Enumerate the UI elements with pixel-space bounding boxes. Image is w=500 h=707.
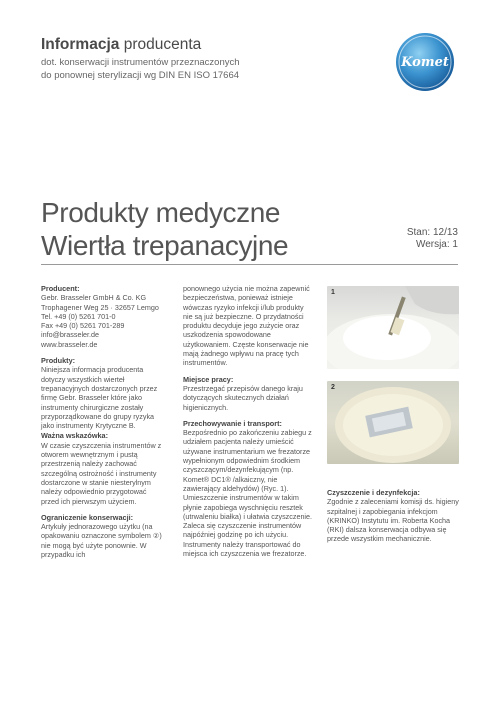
continued-text: ponownego użycia nie można zapewnić bezpieczeństwa, ponieważ istnieje wówczas ryzyko infekcji i/lub produkty nie są już bezpieczne. O przydatności produktu decyduje jego zużycie oraz uszkodzenia spowodowane użytkowaniem. Częste konserwacje nie mają żadnego wpływu na pracę tych instrumentów. (183, 284, 310, 368)
wazna-heading: Ważna wskazówka: (41, 431, 109, 441)
header-subtitle: dot. konserwacji instrumentów przeznaczonych do ponownej sterylizacji wg DIN EN ISO 17664 (41, 57, 240, 81)
wazna-text: W czasie czyszczenia instrumentów z otworem wewnętrznym i pustą przestrzenią należy zachować szczególną ostrożność i instrumenty dostarczone w stanie niesterylnym należy odpowiednio przygotować przed ich pierwszym użyciem. (41, 440, 162, 506)
producent-heading: Producent: (41, 284, 80, 293)
czyszczenie-heading: Czyszczenie i dezynfekcja: (327, 488, 420, 497)
divider (41, 264, 458, 265)
produkty-heading: Produkty: (41, 356, 76, 366)
ograniczenie-heading: Ograniczenie konserwacji: (41, 512, 134, 522)
producent-address: Gebr. Brasseler GmbH & Co. KG Trophagener Weg 25 · 32657 Lemgo Tel. +49 (0) 5261 701-0 Fax +49 (0) 5261 701-289 info@brasseler.de www.brasseler.de (41, 293, 159, 349)
column-2 (183, 284, 313, 565)
figure-1-number: 1 (331, 289, 335, 296)
svg-text:Komet: Komet (401, 55, 449, 70)
page-title: Produkty medyczne Wiertła trepanacyjne (41, 197, 289, 261)
ograniczenie-text: Artykuły jednorazowego użytku (na opakowaniu oznaczone symbolem ②) nie mogą być użyte ponownie. W przypadku ich (41, 522, 162, 560)
przechowywanie-heading: Przechowywanie i transport: (183, 418, 282, 428)
figure-1-photo (327, 286, 459, 369)
figure-2-photo (327, 381, 459, 464)
czyszczenie-text: Zgodnie z zaleceniami komisji ds. higieny szpitalnej i zapobiegania infekcjom (KRINKO) Instytutu im. Roberta Kocha (RKI) dalsza konserwacja odbywa się przede wszystkim mechanicznie. (327, 497, 459, 544)
column-1 (41, 284, 166, 566)
header-title: Informacja producenta (41, 36, 202, 53)
miejsce-heading: Miejsce pracy: (183, 374, 234, 384)
produkty-text: Niniejsza informacja producenta dotyczy wszystkich wierteł trepanacyjnych dostarczonych przez firmę Gebr. Brasseler które jako instrumenty chirurgiczne zostały przyporządkowane do grupy ryzyka jako instrumenty Krytyczne B. (41, 365, 158, 431)
przechowywanie-text: Bezpośrednio po zakończeniu zabiegu z udziałem pacjenta należy umieścić używane instrumentarium we frezatorze wypełnionym odpowiednim środkiem czyszczącym/dezynfekującym (np. Komet® DC1® /alkaiczny, nie zawierający aldehydów) (Ryc. 1). Umieszczenie instrumentów w takim płynie zapobiega wyschnięciu resztek (utrwaleniu białka) i ułatwia czyszczenie. Zaleca się czyszczenie instrumentów najpóźniej godzinę po ich użyciu. Instrumenty należy transportować do miejsca ich czyszczenia we frezatorze. (183, 428, 313, 559)
column-3 (327, 488, 459, 551)
figure-1-illustration (327, 286, 459, 369)
header (41, 36, 381, 82)
figure-2-number: 2 (331, 384, 335, 391)
figure-2-illustration (327, 381, 459, 464)
version-info: Stan: 12/13 Wersja: 1 (406, 227, 458, 250)
miejsce-text: Przestrzegać przepisów danego kraju dotyczących skutecznych działań higienicznych. (183, 383, 303, 412)
komet-logo (395, 32, 455, 92)
